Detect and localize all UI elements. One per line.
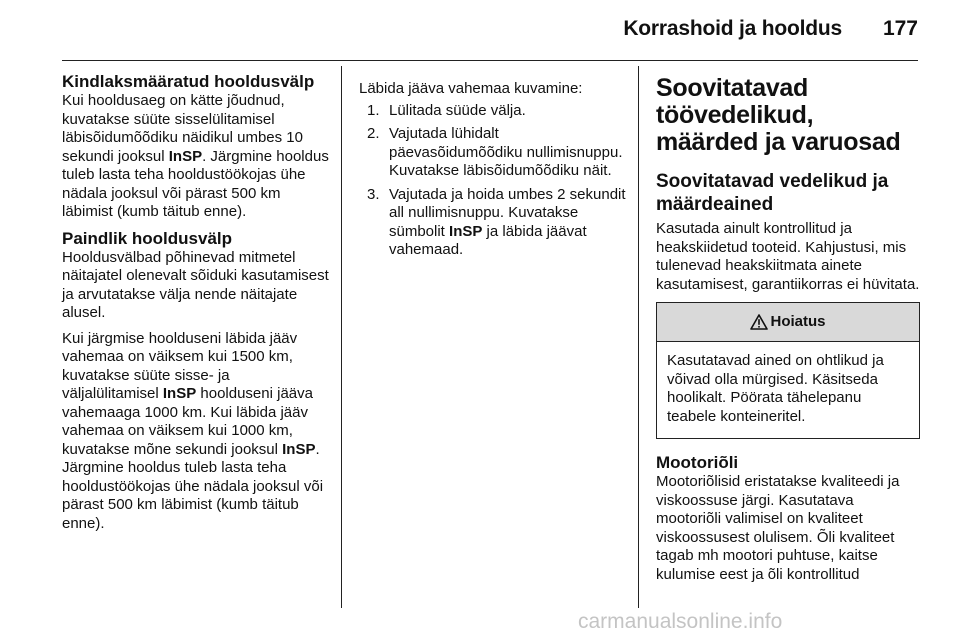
page-header bbox=[0, 0, 960, 66]
section-heading-flexible-interval: Paindlik hooldusvälp bbox=[62, 228, 233, 248]
list-item bbox=[359, 125, 627, 181]
insp-symbol: InSP bbox=[282, 440, 316, 458]
steps-intro: Läbida jääva vahemaa kuvamine: bbox=[359, 80, 583, 97]
text-span: Kui hooldusaeg on kätte jõudnud, kuvatakse süüte sisselülitamisel läbisõidumõõdiku näidikul umbes 10 sekundi jooksul bbox=[62, 92, 303, 165]
insp-symbol: InSP bbox=[168, 147, 203, 165]
column-2 bbox=[359, 80, 627, 265]
step-number: 3. bbox=[367, 185, 380, 203]
warning-triangle-icon bbox=[750, 314, 768, 330]
step-text: Vajutada lühidalt päevasõidumõõdiku nullimisnuppu. Kuvatakse läbisõidumõõdiku näit. bbox=[389, 125, 623, 179]
column-divider-1 bbox=[341, 66, 342, 608]
step-number: 1. bbox=[367, 101, 380, 119]
paragraph-fixed-interval bbox=[62, 92, 330, 222]
paragraph-fluids: Kasutada ainult kontrollitud ja heakskiidetud tooteid. Kahjustusi, mis tulenevad heakskiitmata ainete kasutamisest, garantiikorras ei hüvitata. bbox=[656, 220, 920, 293]
text-span: . Järgmine hooldus tuleb lasta teha hooldustöökojas ühe nädala jooksul või pärast 500 km läbimist (kumb täitub enne). bbox=[62, 147, 329, 220]
paragraph-engine-oil: Mootoriõlisid eristatakse kvaliteedi ja viskoossuse järgi. Kasutatava mootoriõli valimisel on kvaliteet viskoossusest olulisem. Õli kvaliteet tagab mh mootori puhtuse, kaitse kulumise eest ja õli kontrollitud bbox=[656, 473, 900, 583]
running-header-title: Korrashoid ja hooldus bbox=[623, 17, 842, 40]
warning-title: Hoiatus bbox=[770, 312, 826, 330]
column-3 bbox=[656, 72, 920, 591]
step-text: ja läbida jäävat vahemaad. bbox=[389, 222, 587, 258]
step-text: Vajutada ja hoida umbes 2 sekundit all nullimisnuppu. Kuvatakse sümbolit bbox=[389, 185, 626, 240]
chapter-heading: Soovitatavad töövedelikud, määrded ja varuosad bbox=[656, 74, 901, 156]
header-rule bbox=[62, 60, 918, 61]
warning-box bbox=[656, 302, 920, 439]
list-item bbox=[359, 102, 627, 121]
column-divider-2 bbox=[638, 66, 639, 608]
list-item bbox=[359, 186, 627, 260]
page-number: 177 bbox=[882, 17, 918, 40]
text-span: . Järgmine hooldus tuleb lasta teha hooldustöökojas ühe nädala jooksul või pärast 500 km läbimist (kumb täitub enne). bbox=[62, 440, 324, 532]
warning-header bbox=[657, 303, 919, 342]
section-heading-engine-oil: Mootoriõli bbox=[656, 453, 739, 472]
step-text: Lülitada süüde välja. bbox=[389, 101, 526, 119]
step-number: 2. bbox=[367, 125, 380, 142]
text-span: Kui järgmise hoolduseni läbida jääv vahemaa on väiksem kui 1500 km, kuvatakse süüte sisse- ja väljalülitamisel bbox=[62, 329, 298, 402]
watermark: carmanualsonline.info bbox=[578, 610, 783, 633]
paragraph-flexible-interval: Hooldusvälbad põhinevad mitmetel näitajatel olenevalt sõiduki kasutamisest ja arvutatakse välja nende näitajate alusel. bbox=[62, 248, 329, 321]
column-1 bbox=[62, 72, 330, 540]
steps-list bbox=[359, 102, 627, 260]
insp-symbol: InSP bbox=[449, 222, 483, 240]
text-span: hoolduseni jääva vahemaaga 1000 km. Kui läbida jääv vahemaa on väiksem kui 1000 km, kuvatakse mõne sekundi jooksul bbox=[62, 385, 313, 458]
warning-text: Kasutatavad ained on ohtlikud ja võivad olla mürgised. Käsitseda hoolikalt. Pöörata tähelepanu teabele konteineritel. bbox=[667, 352, 884, 425]
section-heading-fixed-interval: Kindlaksmääratud hooldusvälp bbox=[62, 72, 315, 91]
insp-symbol: InSP bbox=[162, 385, 197, 402]
paragraph-remaining-distance bbox=[62, 330, 330, 534]
section-heading-fluids: Soovitatavad vedelikud ja määrdeained bbox=[656, 171, 889, 215]
